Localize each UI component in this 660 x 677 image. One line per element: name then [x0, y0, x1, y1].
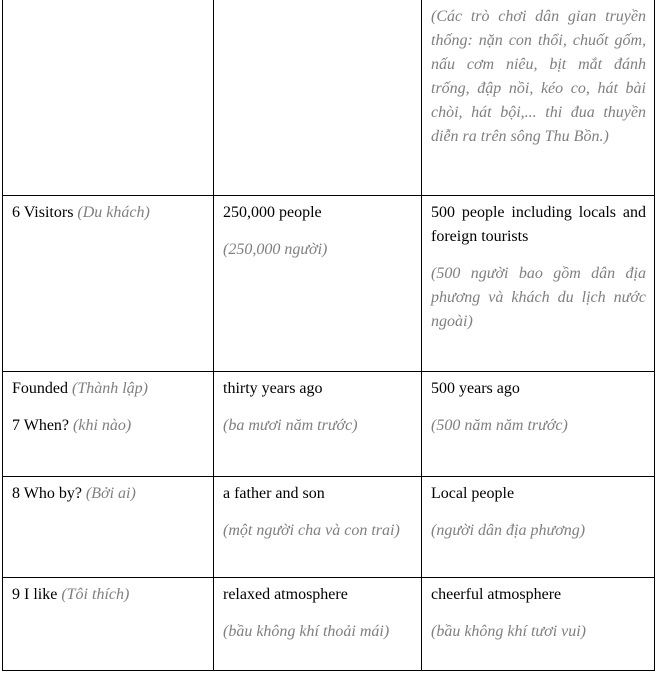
vietnamese-translation: (ba mươi năm trước): [223, 416, 358, 434]
cell-answer1-traditional-games: [214, 0, 422, 195]
answers-table: [2, 0, 655, 671]
cell-answer2-i-like: [422, 577, 655, 670]
cell-answer1-visitors: [214, 195, 422, 371]
answer-english: relaxed atmosphere: [223, 585, 348, 603]
answer-english: 500 people including locals and foreign tourists: [431, 203, 646, 245]
label-vietnamese: (khi nào): [73, 416, 132, 434]
cell-answer1-founded-when: [214, 371, 422, 476]
answer-english: thirty years ago: [223, 379, 323, 397]
label-vietnamese: (Du khách): [77, 203, 150, 221]
cell-question-i-like: [3, 577, 214, 670]
row-i-like: [3, 577, 655, 670]
answer-english: 500 years ago: [431, 379, 520, 397]
label-english: 6 Visitors: [12, 203, 74, 221]
cell-answer1-who-by: [214, 476, 422, 577]
cell-question-visitors: [3, 195, 214, 371]
answer-english: a father and son: [223, 484, 325, 502]
row-label: [12, 482, 205, 506]
cell-question-who-by: [3, 476, 214, 577]
vietnamese-translation: (500 năm năm trước): [431, 416, 568, 434]
vietnamese-translation: (bầu không khí tươi vui): [431, 622, 587, 640]
row-label: [12, 414, 205, 438]
label-english: 7 When?: [12, 416, 70, 434]
label-english: 9 I like: [12, 585, 58, 603]
row-label: [12, 201, 205, 225]
row-label: [12, 377, 205, 401]
label-vietnamese: (Tôi thích): [61, 585, 130, 603]
label-english: Founded: [12, 379, 68, 397]
cell-question-traditional-games: [3, 0, 214, 195]
row-traditional-games: [3, 0, 655, 195]
answer-english: 250,000 people: [223, 203, 322, 221]
row-who-by: [3, 476, 655, 577]
vietnamese-translation: (một người cha và con trai): [223, 521, 400, 539]
row-visitors: [3, 195, 655, 371]
cell-question-founded-when: [3, 371, 214, 476]
vietnamese-translation: (bầu không khí thoải mái): [223, 622, 390, 640]
vietnamese-translation: (500 người bao gồm dân địa phương và khách du lịch nước ngoài): [431, 264, 646, 330]
cell-answer2-founded-when: [422, 371, 655, 476]
vietnamese-translation: (250,000 người): [223, 240, 328, 258]
answer-english: cheerful atmosphere: [431, 585, 562, 603]
cell-answer2-visitors: [422, 195, 655, 371]
vietnamese-translation: (Các trò chơi dân gian truyền thống: nặn con thổi, chuốt gốm, nấu cơm niêu, bịt mắt đánh trống, đập nồi, kéo co, hát bài chòi, hát bội,... thi đua thuyền diễn ra trên sông Thu Bồn.): [431, 8, 646, 145]
label-vietnamese: (Thành lập): [72, 379, 148, 397]
cell-answer2-traditional-games: [422, 0, 655, 195]
vietnamese-translation: (người dân địa phương): [431, 521, 586, 539]
cell-answer2-who-by: [422, 476, 655, 577]
cell-answer1-i-like: [214, 577, 422, 670]
label-vietnamese: (Bởi ai): [85, 484, 136, 502]
answer-english: Local people: [431, 484, 515, 502]
row-founded-when: [3, 371, 655, 476]
label-english: 8 Who by?: [12, 484, 82, 502]
row-label: [12, 583, 205, 607]
